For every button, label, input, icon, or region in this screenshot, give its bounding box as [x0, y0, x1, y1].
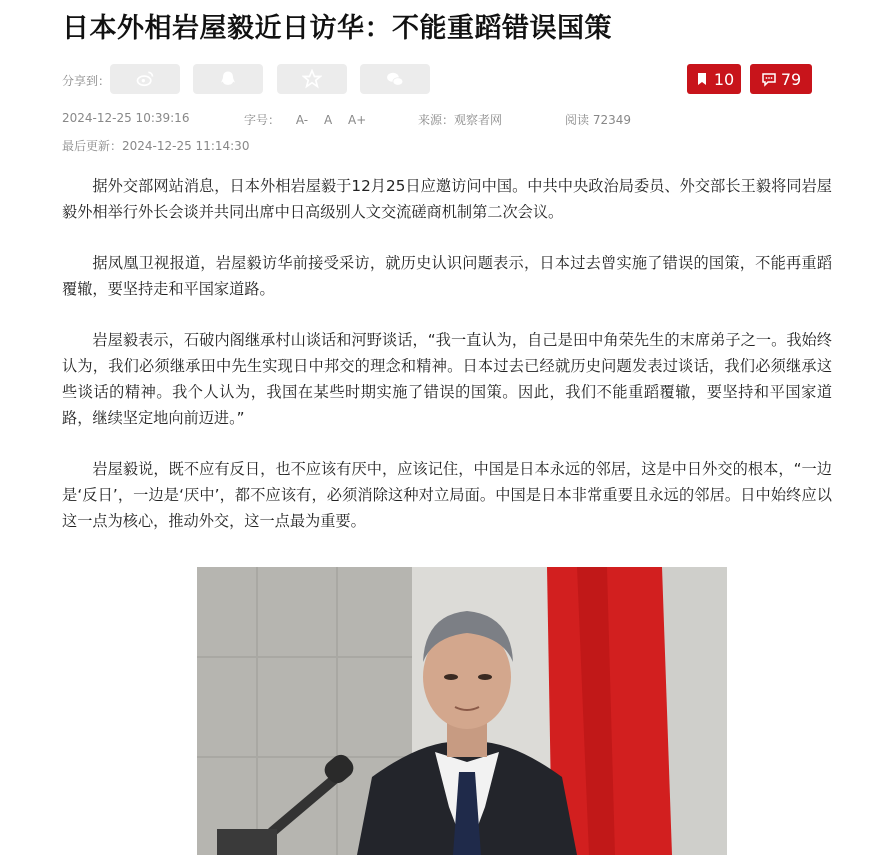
comment-button[interactable] [750, 64, 812, 94]
view-count: 阅读 72349 [565, 113, 631, 127]
article-body [62, 173, 832, 559]
portrait-photo [197, 567, 727, 855]
article-photo [197, 567, 727, 855]
font-size-label: 字号： [244, 113, 281, 127]
last-updated: 最后更新：2024-12-25 11:14:30 [62, 139, 250, 153]
weibo-icon [135, 69, 155, 89]
article-paragraph: 据凤凰卫视报道，岩屋毅访华前接受采访，就历史认识问题表示，日本过去曾实施了错误的国策，不能再重蹈覆辙，要坚持走和平国家道路。 [62, 254, 832, 298]
article-title: 日本外相岩屋毅近日访华：不能重蹈错误国策 [62, 13, 612, 44]
bookmark-button[interactable] [687, 64, 741, 94]
font-size-increase[interactable]: A+ [348, 113, 367, 127]
comment-icon [761, 71, 777, 87]
wechat-icon [385, 69, 405, 89]
share-toolbar [62, 64, 822, 96]
bookmark-count: 10 [713, 69, 735, 89]
font-size-normal[interactable]: A [323, 113, 333, 127]
font-size-decrease[interactable]: A- [295, 113, 309, 127]
publish-time: 2024-12-25 10:39:16 [62, 111, 190, 125]
qzone-star-icon [302, 69, 322, 89]
article-paragraph: 岩屋毅说，既不应有反日，也不应该有厌中，应该记住，中国是日本永远的邻居，这是中日外交的根本，“一边是‘反日’，一边是‘厌中’，都不应该有，必须消除这种对立局面。中国是日本非常重要且永远的邻居。日中始终应以这一点为核心，推动外交，这一点最为重要。 [62, 460, 832, 530]
share-label: 分享到： [62, 74, 111, 88]
font-size-controls [244, 111, 370, 128]
share-qq-button[interactable] [193, 64, 263, 94]
article-paragraph: 据外交部网站消息，日本外相岩屋毅于12月25日应邀访问中国。中共中央政治局委员、外交部长王毅将同岩屋毅外相举行外长会谈并共同出席中日高级别人文交流磋商机制第二次会议。 [62, 177, 832, 221]
share-qzone-button[interactable] [277, 64, 347, 94]
share-weibo-button[interactable] [110, 64, 180, 94]
qq-icon [218, 69, 238, 89]
comment-count: 79 [780, 69, 802, 89]
bookmark-icon [694, 71, 710, 87]
article-paragraph: 岩屋毅表示，石破内阁继承村山谈话和河野谈话，“我一直认为，自己是田中角荣先生的末席弟子之一。我始终认为，我们必须继承田中先生实现日中邦交的理念和精神。日本过去已经就历史问题发表过谈话，我们必须继承这些谈话的精神。我个人认为，我国在某些时期实施了错误的国策。因此，我们不能重蹈覆辙，要坚持和平国家道路，继续坚定地向前迈进。” [62, 331, 832, 427]
share-wechat-button[interactable] [360, 64, 430, 94]
source-label: 来源：观察者网 [418, 113, 503, 127]
